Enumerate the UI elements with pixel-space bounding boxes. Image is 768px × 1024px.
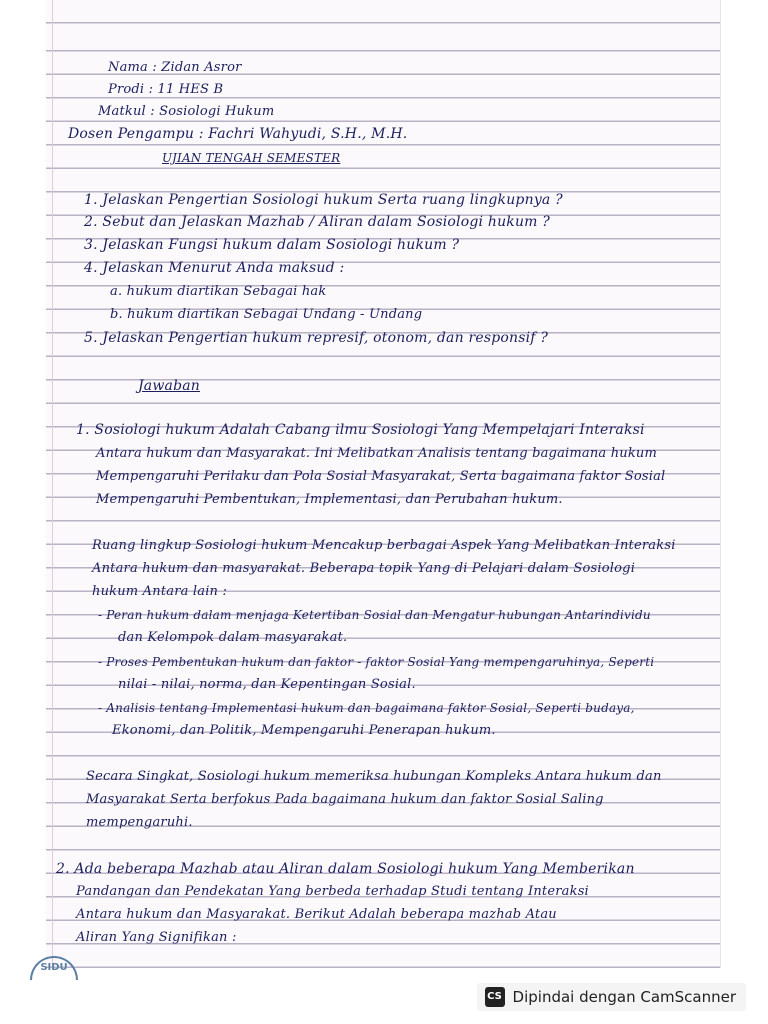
- answer1-line-3: Mempengaruhi Perilaku dan Pola Sosial Masyarakat, Serta bagaimana faktor Sosial: [96, 469, 666, 484]
- answer2-line-4: Aliran Yang Signifikan :: [76, 930, 237, 945]
- question-4: 4. Jelaskan Menurut Anda maksud :: [84, 260, 345, 276]
- answer1-line-10: - Proses Pembentukan hukum dan faktor - faktor Sosial Yang mempengaruhinya, Seperti: [98, 655, 655, 669]
- camscanner-watermark: [477, 983, 746, 1011]
- answer1-line-7: hukum Antara lain :: [92, 584, 228, 599]
- answer1-line-12: - Analisis tentang Implementasi hukum dan bagaimana faktor Sosial, Seperti budaya,: [98, 701, 635, 715]
- lecturer: Dosen Pengampu : Fachri Wahyudi, S.H., M.H.: [68, 126, 408, 142]
- answers-heading: Jawaban: [138, 378, 201, 394]
- answer1-line-11: nilai - nilai, norma, dan Kepentingan Sosial.: [118, 677, 416, 692]
- question-4a: a. hukum diartikan Sebagai hak: [110, 284, 327, 299]
- answer2-line-3: Antara hukum dan Masyarakat. Berikut Adalah beberapa mazhab Atau: [76, 907, 557, 922]
- notebook-page: [46, 0, 721, 968]
- question-4b: b. hukum diartikan Sebagai Undang - Undang: [110, 307, 423, 322]
- answer1-line-13: Ekonomi, dan Politik, Mempengaruhi Penerapan hukum.: [112, 723, 496, 738]
- study-program: Prodi : 11 HES B: [108, 82, 224, 97]
- question-5: 5. Jelaskan Pengertian hukum represif, otonom, dan responsif ?: [84, 330, 549, 346]
- camscanner-icon: CS: [485, 987, 505, 1007]
- answer1-line-15: Masyarakat Serta berfokus Pada bagaimana hukum dan faktor Sosial Saling: [86, 792, 604, 807]
- question-1: 1. Jelaskan Pengertian Sosiologi hukum Serta ruang lingkupnya ?: [84, 192, 563, 208]
- course-name: Matkul : Sosiologi Hukum: [98, 104, 275, 119]
- question-2: 2. Sebut dan Jelaskan Mazhab / Aliran dalam Sosiologi hukum ?: [84, 214, 551, 230]
- exam-title: UJIAN TENGAH SEMESTER: [162, 151, 341, 165]
- answer1-line-16: mempengaruhi.: [86, 815, 193, 830]
- answer1-line-6: Antara hukum dan masyarakat. Beberapa topik Yang di Pelajari dalam Sosiologi: [92, 561, 636, 576]
- student-name: Nama : Zidan Asror: [108, 60, 242, 75]
- camscanner-text: Dipindai dengan CamScanner: [512, 988, 736, 1006]
- notebook-brand-logo: SIDU: [30, 956, 78, 980]
- answer1-line-14: Secara Singkat, Sosiologi hukum memeriksa hubungan Kompleks Antara hukum dan: [86, 769, 662, 784]
- answer1-line-2: Antara hukum dan Masyarakat. Ini Melibatkan Analisis tentang bagaimana hukum: [96, 446, 658, 461]
- answer2-line-2: Pandangan dan Pendekatan Yang berbeda terhadap Studi tentang Interaksi: [76, 884, 589, 899]
- answer2-line-1: 2. Ada beberapa Mazhab atau Aliran dalam Sosiologi hukum Yang Memberikan: [56, 861, 635, 877]
- answer1-line-9: dan Kelompok dalam masyarakat.: [118, 630, 348, 645]
- question-3: 3. Jelaskan Fungsi hukum dalam Sosiologi hukum ?: [84, 237, 460, 253]
- margin-rule: [52, 0, 53, 968]
- answer1-line-4: Mempengaruhi Pembentukan, Implementasi, dan Perubahan hukum.: [96, 492, 563, 507]
- answer1-line-1: 1. Sosiologi hukum Adalah Cabang ilmu Sosiologi Yang Mempelajari Interaksi: [76, 422, 645, 438]
- answer1-line-5: Ruang lingkup Sosiologi hukum Mencakup berbagai Aspek Yang Melibatkan Interaksi: [92, 538, 676, 553]
- answer1-line-8: - Peran hukum dalam menjaga Ketertiban Sosial dan Mengatur hubungan Antarindividu: [98, 608, 651, 622]
